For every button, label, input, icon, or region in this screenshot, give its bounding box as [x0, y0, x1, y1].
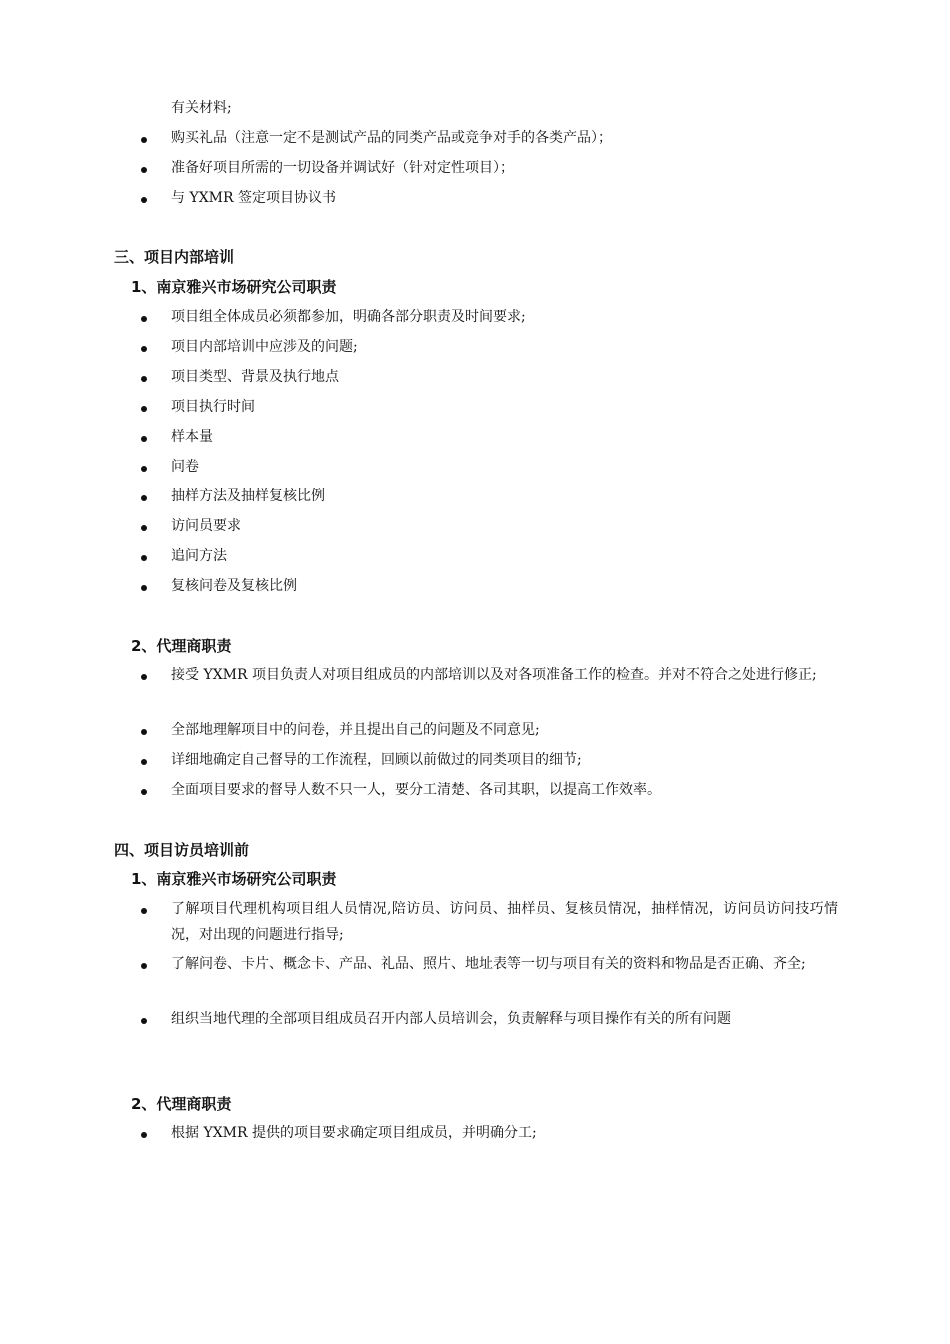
subsection-heading: 2、代理商职责 [131, 637, 232, 655]
list-item-text: 抽样方法及抽样复核比例 [171, 488, 325, 504]
bullet-icon [141, 137, 147, 143]
section-heading: 四、项目访员培训前 [114, 841, 250, 859]
continuation-text: 有关材料; [171, 100, 232, 116]
bullet-icon [141, 525, 147, 531]
list-item-text: 组织当地代理的全部项目组成员召开内部人员培训会，负责解释与项目操作有关的所有问题 [171, 1011, 731, 1027]
bullet-icon [141, 759, 147, 765]
list-item-text: 根据 YXMR 提供的项目要求确定项目组成员，并明确分工; [171, 1125, 537, 1141]
list-item-text: 项目内部培训中应涉及的问题; [171, 339, 358, 355]
bullet-icon [141, 1018, 147, 1024]
list-item-text: 追问方法 [171, 548, 227, 564]
bullet-icon [141, 555, 147, 561]
list-item-text: 了解项目代理机构项目组人员情况,陪访员、访问员、抽样员、复核员情况，抽样情况，访问员访问技巧情况，对出现的问题进行指导; [171, 901, 838, 943]
bullet-icon [141, 197, 147, 203]
list-item-text: 全面项目要求的督导人数不只一人，要分工清楚、各司其职，以提高工作效率。 [171, 782, 661, 798]
bullet-icon [141, 1132, 147, 1138]
bullet-icon [141, 167, 147, 173]
bullet-icon [141, 789, 147, 795]
list-item-text: 样本量 [171, 429, 213, 445]
list-item-text: 与 YXMR 签定项目协议书 [171, 190, 336, 206]
list-item-text: 详细地确定自己督导的工作流程，回顾以前做过的同类项目的细节; [171, 752, 582, 768]
bullet-icon [141, 406, 147, 412]
bullet-icon [141, 316, 147, 322]
bullet-icon [141, 674, 147, 680]
bullet-icon [141, 376, 147, 382]
subsection-heading: 1、南京雅兴市场研究公司职责 [131, 278, 337, 296]
section-heading: 三、项目内部培训 [114, 248, 235, 266]
bullet-icon [141, 495, 147, 501]
list-item-text: 项目执行时间 [171, 399, 255, 415]
list-item-text: 复核问卷及复核比例 [171, 578, 297, 594]
subsection-heading: 2、代理商职责 [131, 1095, 232, 1113]
list-item-text: 准备好项目所需的一切设备并调试好（针对定性项目）； [171, 160, 514, 176]
list-item-text: 购买礼品（注意一定不是测试产品的同类产品或竞争对手的各类产品）； [171, 130, 612, 146]
bullet-icon [141, 729, 147, 735]
bullet-icon [141, 963, 147, 969]
list-item-text: 问卷 [171, 459, 199, 475]
bullet-icon [141, 346, 147, 352]
bullet-icon [141, 908, 147, 914]
list-item-text: 了解问卷、卡片、概念卡、产品、礼品、照片、地址表等一切与项目有关的资料和物品是否正确、齐全; [171, 956, 806, 972]
list-item-text: 项目类型、背景及执行地点 [171, 369, 339, 385]
list-item-text: 访问员要求 [171, 518, 241, 534]
bullet-icon [141, 466, 147, 472]
list-item-text: 项目组全体成员必须都参加，明确各部分职责及时间要求; [171, 309, 526, 325]
list-item-text: 全部地理解项目中的问卷，并且提出自己的问题及不同意见; [171, 722, 540, 738]
subsection-heading: 1、南京雅兴市场研究公司职责 [131, 870, 337, 888]
list-item-text: 接受 YXMR 项目负责人对项目组成员的内部培训以及对各项准备工作的检查。并对不符合之处进行修正; [171, 667, 817, 683]
bullet-icon [141, 436, 147, 442]
bullet-icon [141, 585, 147, 591]
